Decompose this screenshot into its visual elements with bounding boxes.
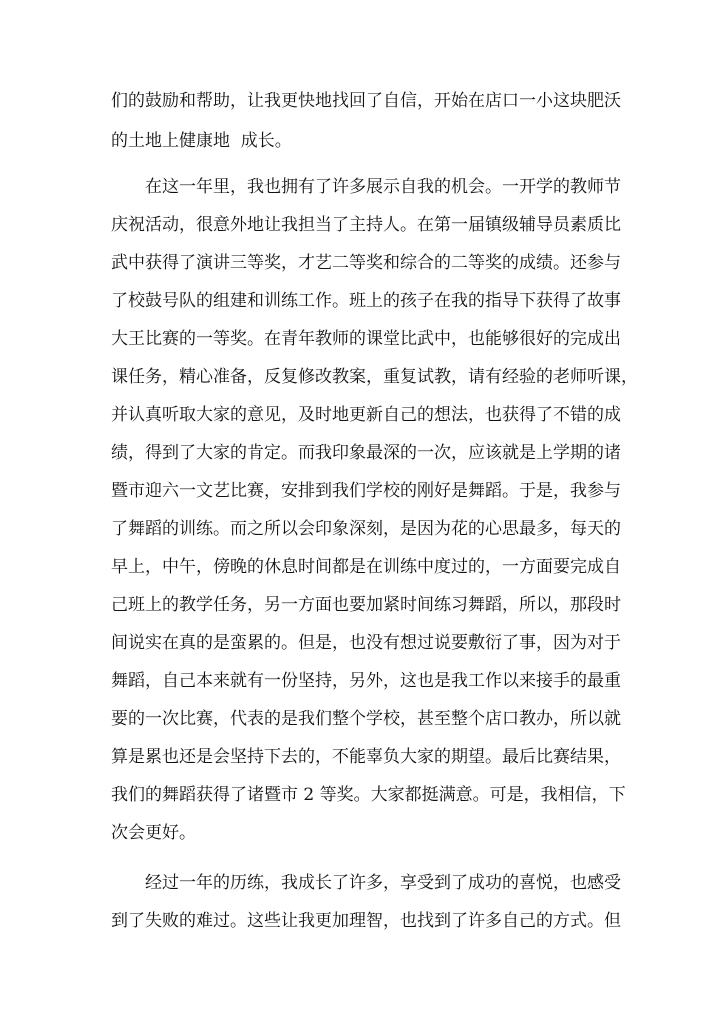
text-line: 在这一年里，我也拥有了许多展示自我的机会。一开学的教师节: [145, 177, 621, 197]
text-line: 庆祝活动，很意外地让我担当了主持人。在第一届镇级辅导员素质比: [111, 215, 621, 235]
text-line: 己班上的教学任务，另一方面也要加紧时间练习舞蹈，所以，那段时: [111, 595, 621, 615]
text-line: 并认真听取大家的意见，及时地更新自己的想法，也获得了不错的成: [111, 405, 621, 425]
text-line: 课任务，精心准备，反复修改教案，重复试教，请有经验的老师听课，: [111, 367, 638, 387]
text-line: 经过一年的历练，我成长了许多，享受到了成功的喜悦，也感受: [145, 873, 621, 893]
text-line: 次会更好。: [111, 823, 196, 843]
text-line: 要的一次比赛，代表的是我们整个学校，甚至整个店口教办，所以就: [111, 709, 621, 729]
text-line: 暨市迎六一文艺比赛，安排到我们学校的刚好是舞蹈。于是，我参与: [111, 481, 621, 501]
text-line: 早上，中午，傍晚的休息时间都是在训练中度过的，一方面要完成自: [111, 557, 621, 577]
text-line: 了校鼓号队的组建和训练工作。班上的孩子在我的指导下获得了故事: [111, 291, 621, 311]
text-line: 舞蹈，自己本来就有一份坚持，另外，这也是我工作以来接手的最重: [111, 671, 621, 691]
text-line: 的土地上健康地 成长。: [111, 131, 292, 151]
text-line: 们的鼓励和帮助，让我更快地找回了自信，开始在店口一小这块肥沃: [111, 91, 621, 111]
text-line: 大王比赛的一等奖。在青年教师的课堂比武中，也能够很好的完成出: [111, 329, 621, 349]
text-line: 了舞蹈的训练。而之所以会印象深刻，是因为花的心思最多，每天的: [111, 519, 621, 539]
text-line: 算是累也还是会坚持下去的，不能辜负大家的期望。最后比赛结果，: [111, 747, 621, 767]
text-line: 间说实在真的是蛮累的。但是，也没有想过说要敷衍了事，因为对于: [111, 633, 621, 653]
text-line: 绩，得到了大家的肯定。而我印象最深的一次，应该就是上学期的诸: [111, 443, 621, 463]
text-line: 我们的舞蹈获得了诸暨市 2 等奖。大家都挺满意。可是，我相信，下: [111, 785, 626, 805]
text-line: 到了失败的难过。这些让我更加理智，也找到了许多自己的方式。但: [111, 911, 621, 931]
text-line: 武中获得了演讲三等奖，才艺二等奖和综合的二等奖的成绩。还参与: [111, 253, 621, 273]
